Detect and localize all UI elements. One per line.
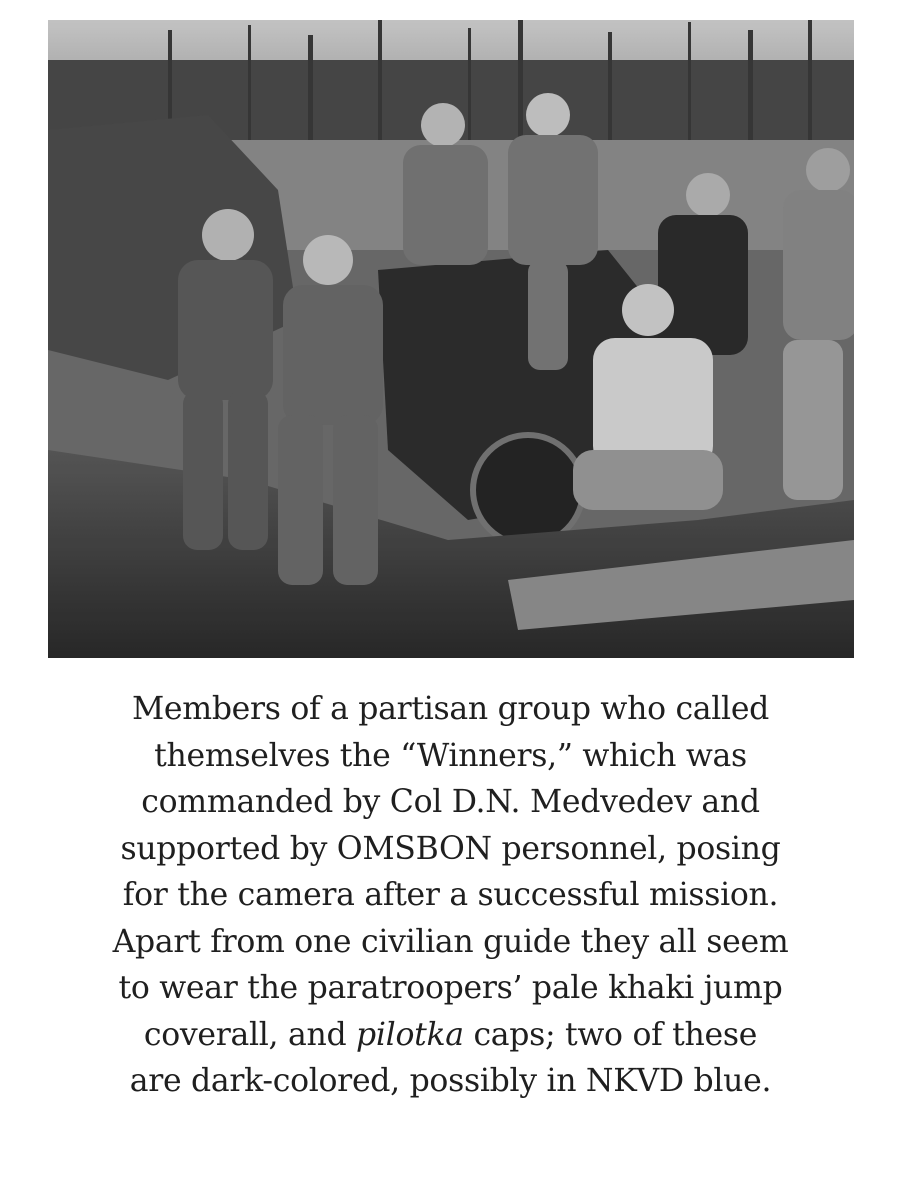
caption-line: coverall, and pilotka caps; two of these bbox=[143, 1016, 758, 1053]
photo-caption bbox=[30, 686, 871, 1105]
partisan-group-photo bbox=[48, 20, 854, 658]
caption-line: themselves the “Winners,” which was bbox=[154, 737, 747, 774]
caption-line: to wear the paratroopers’ pale khaki jump bbox=[118, 970, 783, 1006]
caption-italic-term: pilotka bbox=[356, 1016, 464, 1053]
historical-photo bbox=[48, 20, 854, 658]
caption-line: commanded by Col D.N. Medvedev and bbox=[141, 784, 760, 820]
caption-line: for the camera after a successful mission. bbox=[122, 877, 779, 913]
caption-line: supported by OMSBON personnel, posing bbox=[120, 830, 781, 867]
caption-line: Apart from one civilian guide they all seem bbox=[112, 923, 789, 960]
caption-line: are dark-colored, possibly in NKVD blue. bbox=[129, 1063, 772, 1099]
caption-line: Members of a partisan group who called bbox=[131, 691, 770, 727]
